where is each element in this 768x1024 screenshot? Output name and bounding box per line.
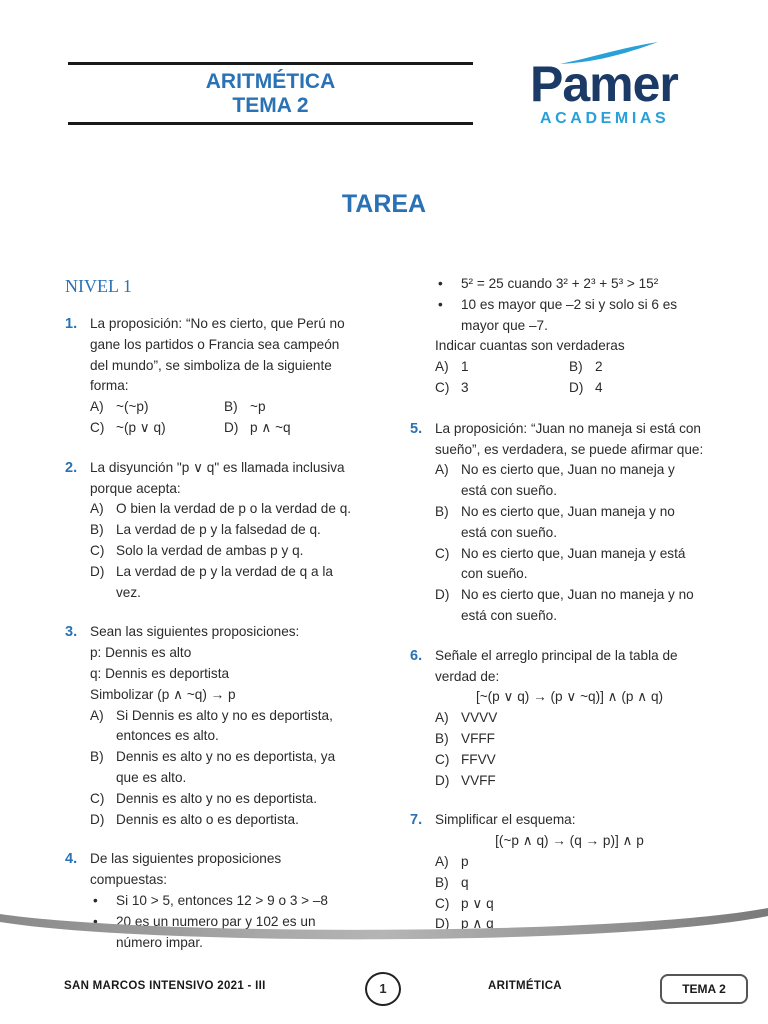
formula: [(~p ∧ q) → (q → p)] ∧ p: [495, 833, 644, 849]
option-a: A) ~(~p): [90, 399, 149, 415]
option-d: D) p ∧ q: [435, 916, 494, 932]
bullet-3: • 5² = 25 cuando 3² + 2³ + 5³ > 15²: [438, 276, 659, 291]
header-bottom-rule: [68, 122, 473, 125]
header-subject: ARITMÉTICA: [205, 70, 336, 93]
option-b: B) No es cierto que, Juan maneja y no está con sueño.: [435, 503, 675, 540]
right-column: [410, 274, 704, 935]
option-c: C) FFVV: [435, 751, 496, 767]
option-d: D) 4: [569, 379, 603, 395]
header-top-rule: [68, 62, 473, 65]
option-a: A) O bien la verdad de p o la verdad de q.: [90, 501, 352, 517]
option-b: B) 2: [569, 359, 603, 375]
option-d: D) No es cierto que, Juan no maneja y no está con sueño.: [435, 587, 694, 623]
proposition-q: q: Dennis es deportista: [90, 665, 230, 681]
option-b: B) La verdad de p y la falsedad de q.: [90, 522, 321, 538]
header-tema: TEMA 2: [232, 94, 309, 117]
option-c: C) No es cierto que, Juan maneja y está con sueño.: [435, 545, 686, 582]
option-d: D) La verdad de p y la verdad de q a la vez.: [90, 563, 333, 600]
question-1: [65, 314, 358, 439]
option-a: A) p: [435, 853, 469, 869]
bullet-1: • Si 10 > 5, entonces 12 > 9 o 3 > –8: [93, 892, 328, 908]
question-intro: Sean las siguientes proposiciones:: [90, 624, 300, 640]
option-b: B) Dennis es alto y no es deportista, ya que es alto.: [90, 749, 336, 785]
question-number: 5.: [410, 420, 423, 437]
option-d: D) p ∧ ~q: [224, 419, 291, 435]
question-text: La proposición: “Juan no maneja si está con sueño”, es verdadera, se puede afirmar que:: [435, 420, 704, 457]
option-a: A) 1: [435, 359, 469, 375]
question-3: [65, 622, 358, 830]
level-heading: NIVEL 1: [65, 276, 132, 296]
logo-name: Pamer: [530, 56, 678, 112]
question-text: La proposición: “No es cierto, que Perú no gane los partidos o Francia sea campeón del mundo”, se simboliza de la siguiente forma:: [90, 316, 345, 394]
proposition-p: p: Dennis es alto: [90, 645, 192, 661]
question-ask: Indicar cuantas son verdaderas: [435, 338, 625, 354]
page-number: 1: [365, 972, 401, 1006]
footer-swoosh-icon: [0, 900, 768, 960]
option-c: C) Solo la verdad de ambas p y q.: [90, 542, 304, 558]
options: [90, 397, 358, 439]
option-b: B) q: [435, 874, 469, 890]
option-c: C) ~(p ∨ q): [90, 419, 166, 435]
question-number: 1.: [65, 316, 78, 332]
option-b: B) ~p: [224, 399, 266, 415]
question-5: [410, 419, 704, 627]
footer-subject: ARITMÉTICA: [488, 980, 562, 992]
question-6: [410, 646, 704, 792]
option-d: D) Dennis es alto o es deportista.: [90, 811, 299, 827]
question-text: Simplificar el esquema:: [435, 812, 576, 828]
options: [435, 357, 704, 399]
question-4-continued: [410, 274, 704, 399]
bullet-4: • 10 es mayor que –2 si y solo si 6 es mayor que –7.: [438, 296, 678, 333]
question-text: Señale el arreglo principal de la tabla de verdad de:: [435, 647, 678, 684]
option-d: D) VVFF: [435, 772, 496, 788]
question-number: 4.: [65, 851, 78, 868]
question-2: [65, 458, 358, 604]
option-c: C) 3: [435, 379, 469, 395]
logo-sub: ACADEMIAS: [540, 110, 670, 127]
formula: [~(p ∨ q) → (p ∨ ~q)] ∧ (p ∧ q): [475, 689, 664, 705]
question-number: 2.: [65, 459, 78, 476]
question-number: 3.: [65, 624, 78, 641]
page-title: TAREA: [341, 190, 427, 218]
question-number: 7.: [410, 812, 423, 829]
option-c: C) p ∨ q: [435, 895, 494, 911]
option-a: A) Si Dennis es alto y no es deportista, entonces es alto.: [90, 707, 333, 744]
option-b: B) VFFF: [435, 730, 495, 746]
option-a: A) No es cierto que, Juan no maneja y está con sueño.: [435, 462, 675, 499]
question-number: 6.: [410, 647, 423, 664]
question-text: La disyunción "p ∨ q" es llamada inclusiva porque acepta:: [90, 459, 345, 496]
left-column: [65, 274, 358, 953]
symbolize-text: Simbolizar (p ∧ ~q) → p: [90, 686, 236, 702]
option-c: C) Dennis es alto y no es deportista.: [90, 790, 317, 806]
option-a: A) VVVV: [435, 710, 498, 726]
footer-tema-badge: TEMA 2: [660, 974, 748, 1004]
bullet-2: • 20 es un numero par y 102 es un número impar.: [93, 913, 316, 950]
question-intro: De las siguientes proposiciones compuestas:: [90, 851, 282, 888]
footer-course: SAN MARCOS INTENSIVO 2021 - III: [64, 980, 266, 992]
